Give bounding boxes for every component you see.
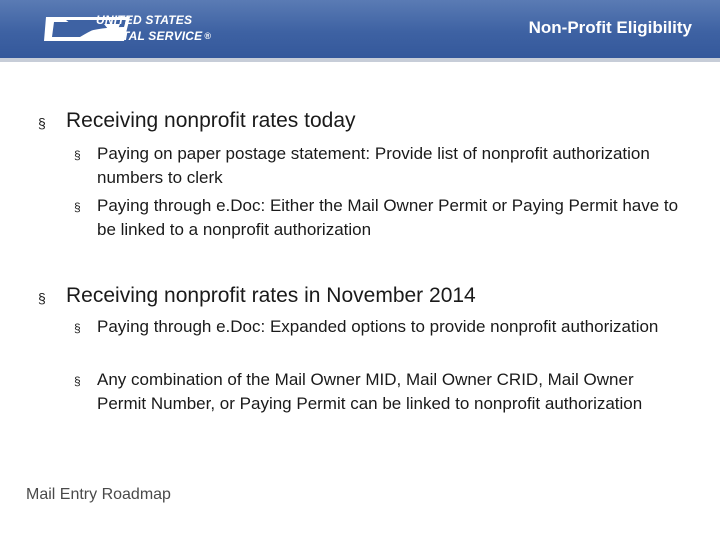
sub-bullet (74, 142, 684, 190)
square-bullet-icon: § (74, 374, 81, 388)
sub-bullet (74, 368, 684, 416)
square-bullet-icon: § (38, 290, 46, 306)
sub-bullet (74, 194, 684, 242)
square-bullet-icon: § (74, 200, 81, 214)
footer-label: Mail Entry Roadmap (26, 486, 171, 503)
sub-bullet (74, 315, 684, 339)
registered-mark: ® (204, 31, 212, 41)
bullet-section-2 (38, 283, 678, 309)
section-heading: Receiving nonprofit rates today (66, 109, 356, 132)
square-bullet-icon: § (74, 148, 81, 162)
header-divider (0, 58, 720, 62)
slide-title: Non-Profit Eligibility (528, 18, 692, 37)
section-heading: Receiving nonprofit rates in November 2014 (66, 284, 476, 307)
logo-line-2: POSTAL SERVICE (96, 29, 203, 43)
sub-bullet-text: Paying through e.Doc: Expanded options to provide nonprofit authorization (97, 317, 659, 336)
bullet-section-1 (38, 108, 678, 134)
square-bullet-icon: § (38, 115, 46, 131)
sub-bullet-text: Any combination of the Mail Owner MID, Mail Owner CRID, Mail Owner Permit Number, or Paying Permit can be linked to nonprofit authorization (97, 370, 643, 413)
square-bullet-icon: § (74, 321, 81, 335)
sub-bullet-text: Paying on paper postage statement: Provide list of nonprofit authorization numbers to clerk (97, 144, 650, 187)
usps-logo-text (96, 12, 211, 44)
sub-bullet-text: Paying through e.Doc: Either the Mail Owner Permit or Paying Permit have to be linked to a nonprofit authorization (97, 196, 679, 239)
header-bar (0, 0, 720, 58)
logo-line-1: UNITED STATES (96, 13, 193, 27)
